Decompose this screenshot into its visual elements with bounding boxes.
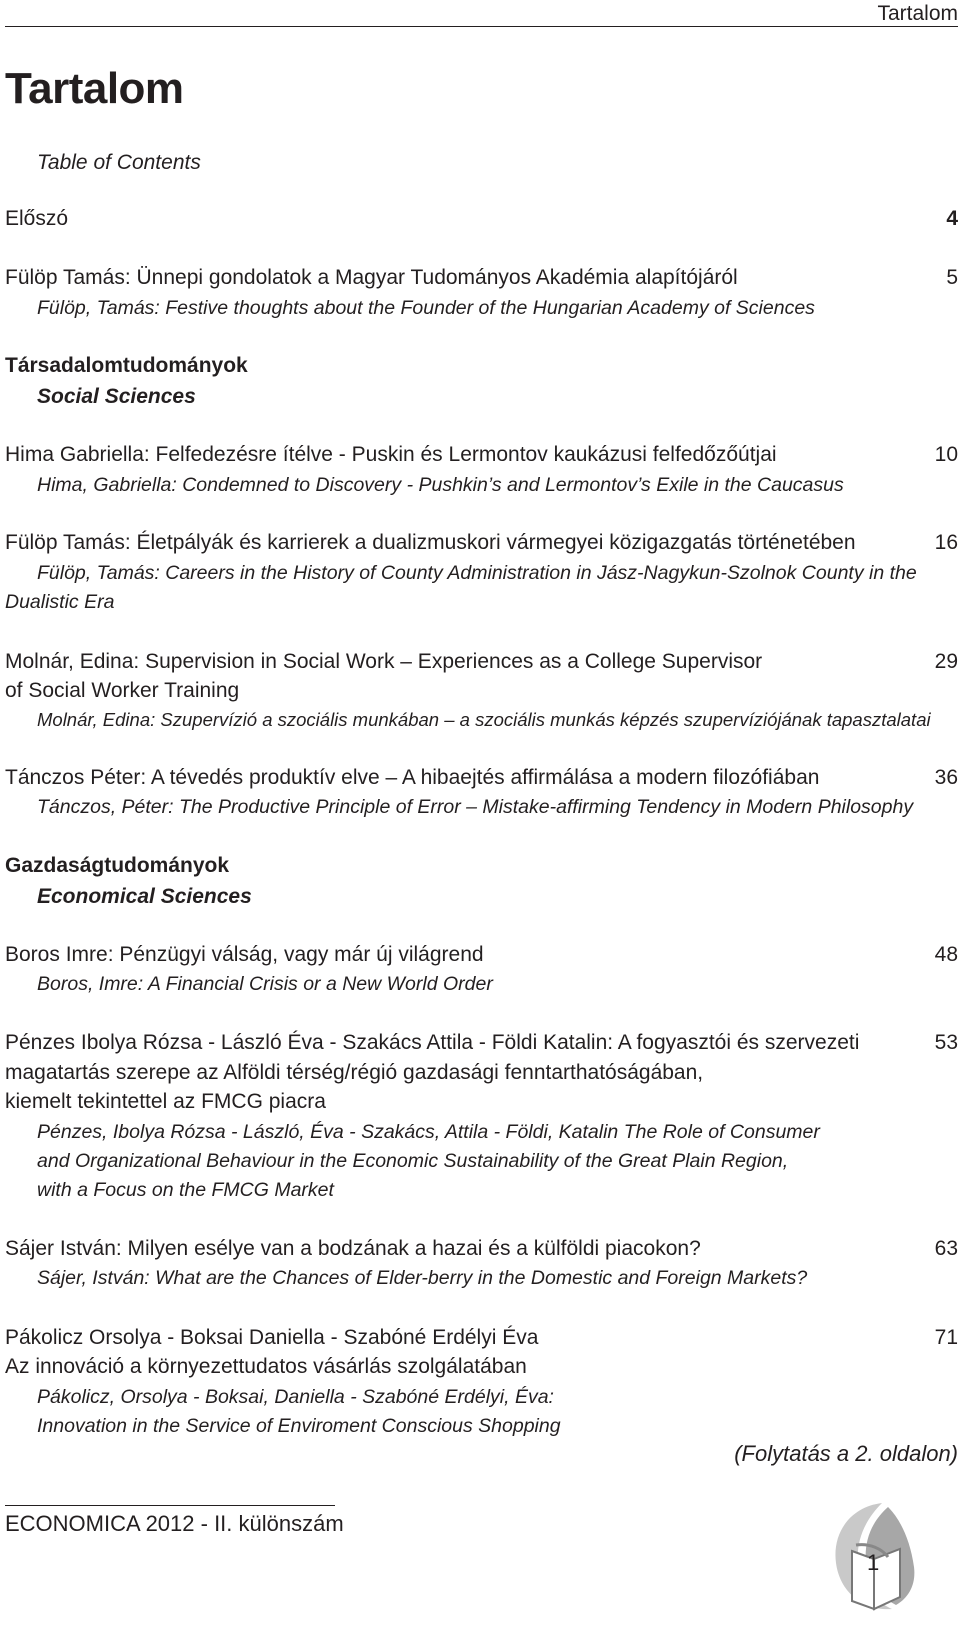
entry-title-hu: Az innováció a környezettudatos vásárlás szolgálatában bbox=[5, 1355, 527, 1378]
entry-title-en: Dualistic Era bbox=[5, 591, 115, 613]
section-heading-en: Economical Sciences bbox=[37, 885, 252, 908]
entry-title-hu: Pénzes Ibolya Rózsa - László Éva - Szakács Attila - Földi Katalin: A fogyasztói és szervezeti bbox=[5, 1031, 860, 1054]
footer-journal-title: ECONOMICA 2012 - II. különszám bbox=[5, 1511, 344, 1536]
entry-page-number: 5 bbox=[946, 266, 958, 289]
page-title: Tartalom bbox=[5, 64, 184, 113]
entry-title-en: Tánczos, Péter: The Productive Principle of Error – Mistake-affirming Tendency in Modern Philosophy bbox=[37, 796, 914, 818]
table-of-contents bbox=[5, 0, 958, 1500]
entry-title-en: Sájer, István: What are the Chances of Elder-berry in the Domestic and Foreign Markets? bbox=[37, 1267, 808, 1289]
footer-rule bbox=[5, 1505, 335, 1506]
entry-page-number: 36 bbox=[934, 766, 958, 789]
entry-title-hu: Sájer István: Milyen esélye van a bodzának a hazai és a külföldi piacokon? bbox=[5, 1237, 701, 1260]
entry-title-hu: kiemelt tekintettel az FMCG piacra bbox=[5, 1090, 326, 1113]
entry-title-en: and Organizational Behaviour in the Economic Sustainability of the Great Plain Region, bbox=[37, 1150, 789, 1172]
entry-page-number: 48 bbox=[934, 943, 958, 966]
entry-page-number: 16 bbox=[934, 531, 958, 554]
entry-title-hu: Előszó bbox=[5, 207, 69, 230]
section-heading-hu: Társadalomtudományok bbox=[5, 354, 248, 377]
entry-title-en: Pákolicz, Orsolya - Boksai, Daniella - Szabóné Erdélyi, Éva: bbox=[37, 1386, 554, 1408]
entry-title-en: Fülöp, Tamás: Festive thoughts about the Founder of the Hungarian Academy of Sciences bbox=[37, 297, 815, 319]
running-head: Tartalom bbox=[877, 2, 958, 25]
entry-title-hu: magatartás szerepe az Alföldi térség/régió gazdasági fenntarthatóságában, bbox=[5, 1061, 704, 1084]
entry-page-number: 29 bbox=[934, 650, 958, 673]
entry-title-hu: Fülöp Tamás: Ünnepi gondolatok a Magyar Tudományos Akadémia alapítójáról bbox=[5, 266, 738, 289]
entry-page-number: 10 bbox=[934, 443, 958, 466]
entry-title-en: Molnár, Edina: Szupervízió a szociális munkában – a szociális munkás képzés szupervíziójának tapasztalatai bbox=[37, 709, 931, 730]
entry-title-hu: Boros Imre: Pénzügyi válság, vagy már új világrend bbox=[5, 943, 484, 966]
entry-page-number: 71 bbox=[934, 1326, 958, 1349]
page-subtitle: Table of Contents bbox=[37, 151, 201, 174]
section-heading-en: Social Sciences bbox=[37, 385, 196, 408]
entry-title-hu: Hima Gabriella: Felfedezésre ítélve - Puskin és Lermontov kaukázusi felfedőzőútjai bbox=[5, 443, 777, 466]
entry-title-en: Innovation in the Service of Enviroment Conscious Shopping bbox=[37, 1415, 561, 1437]
continued-note: (Folytatás a 2. oldalon) bbox=[734, 1441, 958, 1466]
page-number: 1 bbox=[867, 1550, 880, 1575]
entry-page-number: 53 bbox=[934, 1031, 958, 1054]
entry-title-en: Hima, Gabriella: Condemned to Discovery - Pushkin’s and Lermontov’s Exile in the Caucasus bbox=[37, 474, 844, 496]
entry-title-hu: Tánczos Péter: A tévedés produktív elve – A hibaejtés affirmálása a modern filozófiában bbox=[5, 766, 820, 789]
entry-page-number: 63 bbox=[934, 1237, 958, 1260]
entry-page-number: 4 bbox=[946, 207, 958, 230]
entry-title-hu: Pákolicz Orsolya - Boksai Daniella - Szabóné Erdélyi Éva bbox=[5, 1326, 539, 1349]
entry-title-hu: Molnár, Edina: Supervision in Social Work – Experiences as a College Supervisor bbox=[5, 650, 763, 673]
entry-title-hu: Fülöp Tamás: Életpályák és karrierek a dualizmuskori vármegyei közigazgatás történetében bbox=[5, 531, 856, 554]
entry-title-en: with a Focus on the FMCG Market bbox=[37, 1179, 334, 1201]
entry-title-en: Pénzes, Ibolya Rózsa - László, Éva - Szakács, Attila - Földi, Katalin The Role of Consumer bbox=[37, 1121, 820, 1143]
entry-title-hu: of Social Worker Training bbox=[5, 679, 240, 702]
entry-title-en: Boros, Imre: A Financial Crisis or a New World Order bbox=[37, 973, 493, 995]
section-heading-hu: Gazdaságtudományok bbox=[5, 854, 230, 877]
entry-title-en: Fülöp, Tamás: Careers in the History of County Administration in Jász-Nagykun-Szolnok County in the bbox=[37, 562, 917, 584]
